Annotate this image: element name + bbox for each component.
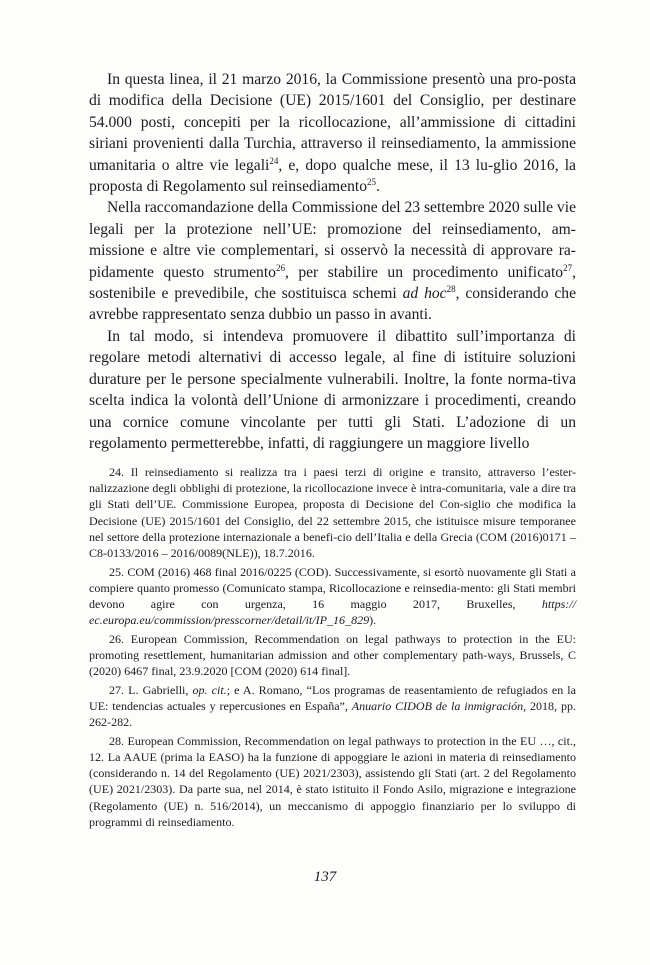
text-run: 27. L. Gabrielli, [109,682,193,697]
text-run: , sostenibile e prevedibile, che sostituisca schemi [89,263,576,303]
footnote-25 [89,564,576,629]
footnote-27 [89,682,576,731]
paragraph-1 [89,69,576,197]
italic-text: ad hoc [402,285,447,303]
footnote-ref: 25 [367,176,377,187]
text-run: 24. Il reinsediamento si realizza tra i paesi terzi di origine e transito, attraverso l’ester-nalizzazione degli obblighi di protezione, la ricollocazione invece è intra-comunitaria, vale a dire tra gli Stati dell’UE. Commissione Europea, proposta di Decisione del Con-siglio che modifica la Decisione (UE) 2015/1601 del Consiglio, del 22 settembre 2015, che istituisce misure temporanee nel settore della protezione internazionale a benefi-cio dell’Italia e della Grecia (COM (2016)0171 – C8-0133/2016 – 2016/0089(NLE)), 18.7.2016. [89,465,576,561]
text-run: . [376,178,380,196]
text-run: 26. European Commission, Recommendation on legal pathways to protection in the EU: promoting resettlement, humanitarian admission and other complementary path-ways, Brussels, C (2020) 6467 final, 23.9.2020 [COM (2020) 614 final]. [89,631,576,679]
text-run: , considerando che avrebbe rappresentato senza dubbio un passo in avanti. [89,285,576,324]
paragraph-3 [89,326,576,454]
text-run: , per stabilire un procedimento unificato [284,263,564,281]
text-run: Nella raccomandazione della Commissione del 23 settembre 2020 sulle vie legali per la protezione nell’UE: promozione del reinsediamento, am-missione e altre vie complementari, si osservò la necessità di approvare ra-pidamente questo strumento [89,199,576,281]
footnote-ref: 24 [269,155,279,166]
main-text [89,69,576,454]
footnotes [89,464,576,832]
text-run: 25. COM (2016) 468 final 2016/0225 (COD). Successivamente, si esortò nuovamente gli Stati a compiere quanto promesso (Comunicato stampa, Ricollocazione e reinsedia-mento: gli Stati membri devono agire con urgenza, 16 maggio 2017, Bruxelles, [89,564,576,612]
text-run: , e, dopo qualche mese, il 13 lu-glio 2016, la proposta di Regolamento sul reinsediamento [89,156,576,196]
page-number: 137 [313,869,337,885]
footnote-ref: 28 [446,283,456,294]
text-run: ; e A. Romano, “Los programas de reasentamiento de refugiados en la UE: tendencias actuales y repercusiones en España”, [89,682,576,714]
text-run: ). [369,613,377,628]
text-run: In tal modo, si intendeva promuovere il dibattito sull’importanza di regolare metodi alternativi di accesso legale, al fine di istituire soluzioni durature per le persone specialmente vulnerabili. Inoltre, la fonte norma-tiva scelta indica la volontà dell’Unione di armonizzare i procedimenti, creando una cornice comune vincolante per tutti gli Stati. L’adozione di un regolamento permetterebbe, infatti, di raggiungere un maggiore livello [89,327,576,452]
footnote-26 [89,631,576,680]
footnote-ref: 27 [563,262,573,273]
italic-text: Anuario CIDOB de la inmigración [351,699,524,714]
footnote-24 [89,464,576,561]
footnote-ref: 26 [275,262,285,273]
italic-text: https:// ec.europa.eu/commission/presscorner/detail/it/IP_16_829 [89,597,576,628]
text-run: In questa linea, il 21 marzo 2016, la Commissione presentò una pro-posta di modifica della Decisione (UE) 2015/1601 del Consiglio, per destinare 54.000 posti, concepiti per la ricollocazione, all’ammissione di cittadini siriani provenienti dalla Turchia, attraverso il reinsediamento, la ammissione umanitaria o altre vie legali [89,71,576,174]
paragraph-2 [89,197,576,325]
footnote-28 [89,733,576,830]
italic-text: op. cit. [192,682,227,697]
text-run: , 2018, pp. 262-282. [89,699,577,730]
text-run: 28. European Commission, Recommendation on legal pathways to protection in the EU …, cit., 12. La AAUE (prima la EASO) ha la funzione di appoggiare le azioni in materia di reinsediamento (considerando n. 14 del Regolamento (UE) 2021/2303), assistendo gli Stati (art. 2 del Regolamento (UE) 2021/2303). Da parte sua, nel 2014, è stato istituito il Fondo Asilo, migrazione e integrazione (Regolamento (UE) n. 516/2014), un meccanismo di appoggio finanziario per lo sviluppo di programmi di reinsediamento. [89,733,576,829]
